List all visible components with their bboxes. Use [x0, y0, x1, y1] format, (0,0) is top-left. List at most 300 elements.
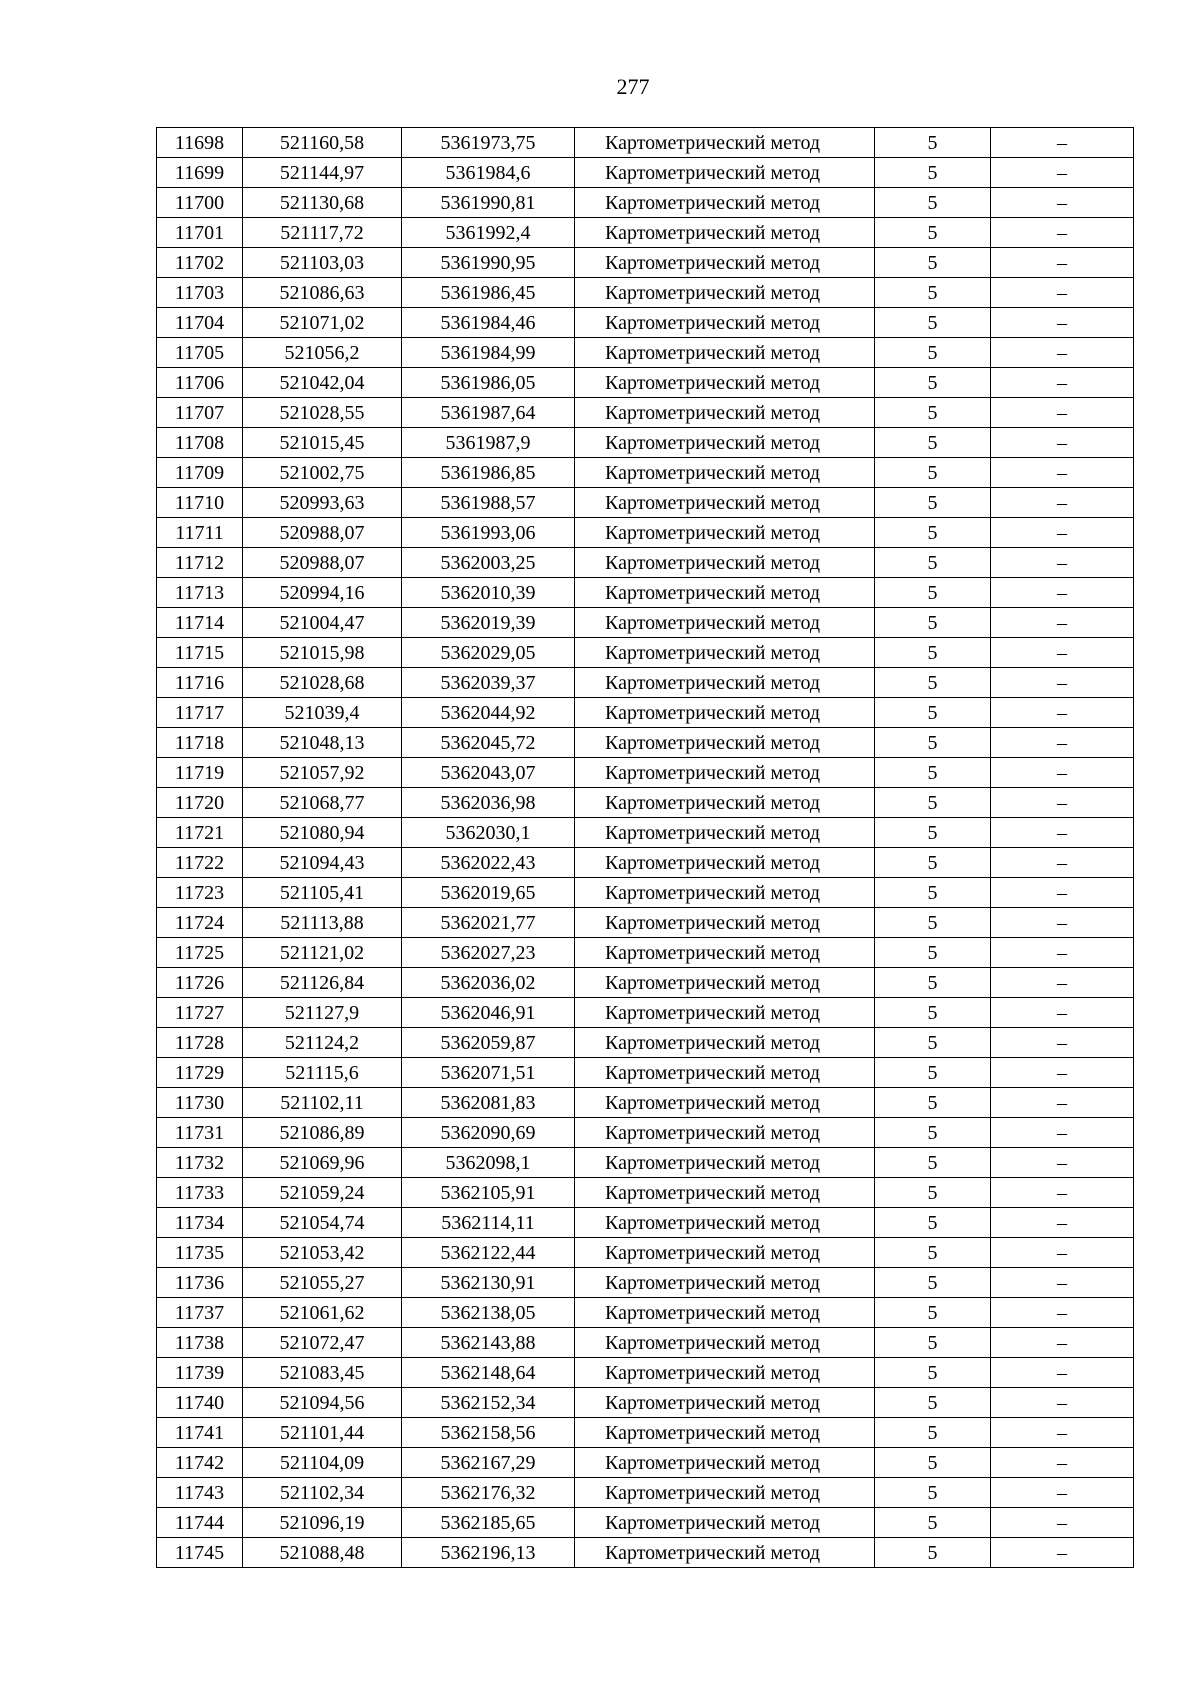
x-coordinate-cell: 521002,75: [243, 458, 402, 488]
method-cell: Картометрический метод: [575, 578, 875, 608]
table-row: [157, 698, 1134, 728]
description-cell: –: [991, 1058, 1134, 1088]
method-cell: Картометрический метод: [575, 1298, 875, 1328]
table-row: [157, 938, 1134, 968]
y-coordinate-cell: 5361990,81: [402, 188, 575, 218]
point-number-cell: 11699: [157, 158, 243, 188]
accuracy-cell: 5: [875, 128, 991, 158]
method-cell: Картометрический метод: [575, 188, 875, 218]
method-cell: Картометрический метод: [575, 668, 875, 698]
accuracy-cell: 5: [875, 158, 991, 188]
y-coordinate-cell: 5362045,72: [402, 728, 575, 758]
method-cell: Картометрический метод: [575, 1118, 875, 1148]
y-coordinate-cell: 5362027,23: [402, 938, 575, 968]
table-row: [157, 248, 1134, 278]
method-cell: Картометрический метод: [575, 698, 875, 728]
method-cell: Картометрический метод: [575, 1208, 875, 1238]
x-coordinate-cell: 521121,02: [243, 938, 402, 968]
accuracy-cell: 5: [875, 608, 991, 638]
x-coordinate-cell: 520993,63: [243, 488, 402, 518]
x-coordinate-cell: 521028,55: [243, 398, 402, 428]
y-coordinate-cell: 5362036,98: [402, 788, 575, 818]
method-cell: Картометрический метод: [575, 1028, 875, 1058]
x-coordinate-cell: 521048,13: [243, 728, 402, 758]
x-coordinate-cell: 521055,27: [243, 1268, 402, 1298]
point-number-cell: 11728: [157, 1028, 243, 1058]
x-coordinate-cell: 521015,98: [243, 638, 402, 668]
description-cell: –: [991, 488, 1134, 518]
table-row: [157, 1448, 1134, 1478]
y-coordinate-cell: 5361987,64: [402, 398, 575, 428]
point-number-cell: 11720: [157, 788, 243, 818]
method-cell: Картометрический метод: [575, 728, 875, 758]
description-cell: –: [991, 1088, 1134, 1118]
description-cell: –: [991, 1148, 1134, 1178]
table-row: [157, 728, 1134, 758]
accuracy-cell: 5: [875, 698, 991, 728]
accuracy-cell: 5: [875, 1448, 991, 1478]
x-coordinate-cell: 521104,09: [243, 1448, 402, 1478]
point-number-cell: 11729: [157, 1058, 243, 1088]
method-cell: Картометрический метод: [575, 158, 875, 188]
y-coordinate-cell: 5362152,34: [402, 1388, 575, 1418]
y-coordinate-cell: 5362143,88: [402, 1328, 575, 1358]
method-cell: Картометрический метод: [575, 788, 875, 818]
table-row: [157, 218, 1134, 248]
point-number-cell: 11742: [157, 1448, 243, 1478]
table-row: [157, 1208, 1134, 1238]
y-coordinate-cell: 5362098,1: [402, 1148, 575, 1178]
method-cell: Картометрический метод: [575, 278, 875, 308]
method-cell: Картометрический метод: [575, 1358, 875, 1388]
description-cell: –: [991, 668, 1134, 698]
point-number-cell: 11705: [157, 338, 243, 368]
description-cell: –: [991, 818, 1134, 848]
y-coordinate-cell: 5362043,07: [402, 758, 575, 788]
y-coordinate-cell: 5361986,05: [402, 368, 575, 398]
accuracy-cell: 5: [875, 428, 991, 458]
table-row: [157, 1058, 1134, 1088]
method-cell: Картометрический метод: [575, 1328, 875, 1358]
table-row: [157, 488, 1134, 518]
accuracy-cell: 5: [875, 758, 991, 788]
accuracy-cell: 5: [875, 818, 991, 848]
x-coordinate-cell: 521102,34: [243, 1478, 402, 1508]
point-number-cell: 11716: [157, 668, 243, 698]
description-cell: –: [991, 158, 1134, 188]
x-coordinate-cell: 521057,92: [243, 758, 402, 788]
x-coordinate-cell: 521042,04: [243, 368, 402, 398]
point-number-cell: 11737: [157, 1298, 243, 1328]
method-cell: Картометрический метод: [575, 908, 875, 938]
table-row: [157, 878, 1134, 908]
method-cell: Картометрический метод: [575, 518, 875, 548]
x-coordinate-cell: 520994,16: [243, 578, 402, 608]
x-coordinate-cell: 521102,11: [243, 1088, 402, 1118]
table-row: [157, 1418, 1134, 1448]
method-cell: Картометрический метод: [575, 1238, 875, 1268]
description-cell: –: [991, 1118, 1134, 1148]
description-cell: –: [991, 698, 1134, 728]
description-cell: –: [991, 1448, 1134, 1478]
table-row: [157, 578, 1134, 608]
point-number-cell: 11715: [157, 638, 243, 668]
x-coordinate-cell: 521124,2: [243, 1028, 402, 1058]
accuracy-cell: 5: [875, 788, 991, 818]
table-row: [157, 1298, 1134, 1328]
accuracy-cell: 5: [875, 488, 991, 518]
table-row: [157, 428, 1134, 458]
x-coordinate-cell: 521088,48: [243, 1538, 402, 1568]
y-coordinate-cell: 5361988,57: [402, 488, 575, 518]
y-coordinate-cell: 5362071,51: [402, 1058, 575, 1088]
point-number-cell: 11738: [157, 1328, 243, 1358]
y-coordinate-cell: 5361984,99: [402, 338, 575, 368]
description-cell: –: [991, 1358, 1134, 1388]
description-cell: –: [991, 188, 1134, 218]
point-number-cell: 11732: [157, 1148, 243, 1178]
accuracy-cell: 5: [875, 938, 991, 968]
table-row: [157, 158, 1134, 188]
description-cell: –: [991, 908, 1134, 938]
y-coordinate-cell: 5362130,91: [402, 1268, 575, 1298]
description-cell: –: [991, 1028, 1134, 1058]
x-coordinate-cell: 521094,56: [243, 1388, 402, 1418]
table-row: [157, 1538, 1134, 1568]
y-coordinate-cell: 5362021,77: [402, 908, 575, 938]
accuracy-cell: 5: [875, 878, 991, 908]
description-cell: –: [991, 548, 1134, 578]
description-cell: –: [991, 278, 1134, 308]
description-cell: –: [991, 1418, 1134, 1448]
point-number-cell: 11698: [157, 128, 243, 158]
y-coordinate-cell: 5361990,95: [402, 248, 575, 278]
x-coordinate-cell: 521072,47: [243, 1328, 402, 1358]
method-cell: Картометрический метод: [575, 1418, 875, 1448]
method-cell: Картометрический метод: [575, 938, 875, 968]
y-coordinate-cell: 5361986,45: [402, 278, 575, 308]
point-number-cell: 11725: [157, 938, 243, 968]
point-number-cell: 11735: [157, 1238, 243, 1268]
y-coordinate-cell: 5361992,4: [402, 218, 575, 248]
y-coordinate-cell: 5361986,85: [402, 458, 575, 488]
point-number-cell: 11719: [157, 758, 243, 788]
x-coordinate-cell: 521113,88: [243, 908, 402, 938]
y-coordinate-cell: 5362029,05: [402, 638, 575, 668]
x-coordinate-cell: 521103,03: [243, 248, 402, 278]
description-cell: –: [991, 398, 1134, 428]
x-coordinate-cell: 521053,42: [243, 1238, 402, 1268]
x-coordinate-cell: 521071,02: [243, 308, 402, 338]
point-number-cell: 11714: [157, 608, 243, 638]
method-cell: Картометрический метод: [575, 368, 875, 398]
method-cell: Картометрический метод: [575, 818, 875, 848]
accuracy-cell: 5: [875, 1208, 991, 1238]
point-number-cell: 11723: [157, 878, 243, 908]
point-number-cell: 11741: [157, 1418, 243, 1448]
description-cell: –: [991, 938, 1134, 968]
method-cell: Картометрический метод: [575, 878, 875, 908]
method-cell: Картометрический метод: [575, 638, 875, 668]
y-coordinate-cell: 5362105,91: [402, 1178, 575, 1208]
point-number-cell: 11739: [157, 1358, 243, 1388]
description-cell: –: [991, 308, 1134, 338]
description-cell: –: [991, 248, 1134, 278]
x-coordinate-cell: 521015,45: [243, 428, 402, 458]
table-row: [157, 338, 1134, 368]
table-row: [157, 308, 1134, 338]
table-row: [157, 548, 1134, 578]
point-number-cell: 11730: [157, 1088, 243, 1118]
y-coordinate-cell: 5362185,65: [402, 1508, 575, 1538]
y-coordinate-cell: 5362059,87: [402, 1028, 575, 1058]
description-cell: –: [991, 848, 1134, 878]
table-row: [157, 848, 1134, 878]
accuracy-cell: 5: [875, 1088, 991, 1118]
accuracy-cell: 5: [875, 578, 991, 608]
accuracy-cell: 5: [875, 458, 991, 488]
accuracy-cell: 5: [875, 398, 991, 428]
method-cell: Картометрический метод: [575, 1538, 875, 1568]
x-coordinate-cell: 521056,2: [243, 338, 402, 368]
y-coordinate-cell: 5362081,83: [402, 1088, 575, 1118]
x-coordinate-cell: 521061,62: [243, 1298, 402, 1328]
description-cell: –: [991, 638, 1134, 668]
x-coordinate-cell: 521115,6: [243, 1058, 402, 1088]
point-number-cell: 11708: [157, 428, 243, 458]
x-coordinate-cell: 521130,68: [243, 188, 402, 218]
accuracy-cell: 5: [875, 308, 991, 338]
description-cell: –: [991, 998, 1134, 1028]
point-number-cell: 11731: [157, 1118, 243, 1148]
method-cell: Картометрический метод: [575, 1058, 875, 1088]
description-cell: –: [991, 878, 1134, 908]
description-cell: –: [991, 1268, 1134, 1298]
coordinates-table: [156, 127, 1134, 1568]
accuracy-cell: 5: [875, 1538, 991, 1568]
table-row: [157, 1118, 1134, 1148]
accuracy-cell: 5: [875, 548, 991, 578]
x-coordinate-cell: 521160,58: [243, 128, 402, 158]
point-number-cell: 11745: [157, 1538, 243, 1568]
table-row: [157, 1178, 1134, 1208]
description-cell: –: [991, 1298, 1134, 1328]
accuracy-cell: 5: [875, 1508, 991, 1538]
x-coordinate-cell: 521117,72: [243, 218, 402, 248]
point-number-cell: 11702: [157, 248, 243, 278]
accuracy-cell: 5: [875, 368, 991, 398]
description-cell: –: [991, 1508, 1134, 1538]
method-cell: Картометрический метод: [575, 608, 875, 638]
y-coordinate-cell: 5362114,11: [402, 1208, 575, 1238]
method-cell: Картометрический метод: [575, 968, 875, 998]
table-row: [157, 1358, 1134, 1388]
accuracy-cell: 5: [875, 218, 991, 248]
table-row: [157, 1088, 1134, 1118]
point-number-cell: 11717: [157, 698, 243, 728]
y-coordinate-cell: 5362090,69: [402, 1118, 575, 1148]
accuracy-cell: 5: [875, 1478, 991, 1508]
y-coordinate-cell: 5362039,37: [402, 668, 575, 698]
y-coordinate-cell: 5362122,44: [402, 1238, 575, 1268]
accuracy-cell: 5: [875, 1028, 991, 1058]
y-coordinate-cell: 5362030,1: [402, 818, 575, 848]
description-cell: –: [991, 1328, 1134, 1358]
y-coordinate-cell: 5362138,05: [402, 1298, 575, 1328]
table-row: [157, 758, 1134, 788]
table-row: [157, 788, 1134, 818]
point-number-cell: 11712: [157, 548, 243, 578]
method-cell: Картометрический метод: [575, 998, 875, 1028]
x-coordinate-cell: 521101,44: [243, 1418, 402, 1448]
table-row: [157, 278, 1134, 308]
point-number-cell: 11743: [157, 1478, 243, 1508]
accuracy-cell: 5: [875, 338, 991, 368]
y-coordinate-cell: 5362010,39: [402, 578, 575, 608]
method-cell: Картометрический метод: [575, 1508, 875, 1538]
y-coordinate-cell: 5362158,56: [402, 1418, 575, 1448]
method-cell: Картометрический метод: [575, 1178, 875, 1208]
table-row: [157, 398, 1134, 428]
method-cell: Картометрический метод: [575, 548, 875, 578]
method-cell: Картометрический метод: [575, 1148, 875, 1178]
method-cell: Картометрический метод: [575, 1448, 875, 1478]
table-row: [157, 1508, 1134, 1538]
point-number-cell: 11711: [157, 518, 243, 548]
description-cell: –: [991, 338, 1134, 368]
x-coordinate-cell: 521054,74: [243, 1208, 402, 1238]
method-cell: Картометрический метод: [575, 248, 875, 278]
page-number: 277: [616, 74, 650, 99]
description-cell: –: [991, 968, 1134, 998]
description-cell: –: [991, 518, 1134, 548]
table-row: [157, 1238, 1134, 1268]
table-row: [157, 1328, 1134, 1358]
description-cell: –: [991, 1478, 1134, 1508]
x-coordinate-cell: 521039,4: [243, 698, 402, 728]
method-cell: Картометрический метод: [575, 1388, 875, 1418]
point-number-cell: 11734: [157, 1208, 243, 1238]
description-cell: –: [991, 1178, 1134, 1208]
method-cell: Картометрический метод: [575, 128, 875, 158]
accuracy-cell: 5: [875, 518, 991, 548]
method-cell: Картометрический метод: [575, 218, 875, 248]
x-coordinate-cell: 521144,97: [243, 158, 402, 188]
y-coordinate-cell: 5362022,43: [402, 848, 575, 878]
table-body: [157, 128, 1134, 1568]
table-row: [157, 128, 1134, 158]
table-row: [157, 818, 1134, 848]
method-cell: Картометрический метод: [575, 758, 875, 788]
point-number-cell: 11701: [157, 218, 243, 248]
description-cell: –: [991, 788, 1134, 818]
table-row: [157, 968, 1134, 998]
method-cell: Картометрический метод: [575, 428, 875, 458]
table-row: [157, 1148, 1134, 1178]
method-cell: Картометрический метод: [575, 1088, 875, 1118]
method-cell: Картометрический метод: [575, 308, 875, 338]
x-coordinate-cell: 520988,07: [243, 548, 402, 578]
y-coordinate-cell: 5362003,25: [402, 548, 575, 578]
y-coordinate-cell: 5362036,02: [402, 968, 575, 998]
accuracy-cell: 5: [875, 1238, 991, 1268]
point-number-cell: 11700: [157, 188, 243, 218]
point-number-cell: 11703: [157, 278, 243, 308]
description-cell: –: [991, 578, 1134, 608]
table-row: [157, 1388, 1134, 1418]
y-coordinate-cell: 5362046,91: [402, 998, 575, 1028]
description-cell: –: [991, 128, 1134, 158]
accuracy-cell: 5: [875, 848, 991, 878]
accuracy-cell: 5: [875, 1118, 991, 1148]
table-row: [157, 368, 1134, 398]
y-coordinate-cell: 5361984,46: [402, 308, 575, 338]
accuracy-cell: 5: [875, 248, 991, 278]
point-number-cell: 11733: [157, 1178, 243, 1208]
y-coordinate-cell: 5362019,65: [402, 878, 575, 908]
table-row: [157, 1268, 1134, 1298]
x-coordinate-cell: 521105,41: [243, 878, 402, 908]
point-number-cell: 11724: [157, 908, 243, 938]
description-cell: –: [991, 728, 1134, 758]
point-number-cell: 11721: [157, 818, 243, 848]
accuracy-cell: 5: [875, 1418, 991, 1448]
table-row: [157, 638, 1134, 668]
y-coordinate-cell: 5362196,13: [402, 1538, 575, 1568]
description-cell: –: [991, 608, 1134, 638]
table-row: [157, 668, 1134, 698]
x-coordinate-cell: 521086,63: [243, 278, 402, 308]
accuracy-cell: 5: [875, 1298, 991, 1328]
x-coordinate-cell: 521083,45: [243, 1358, 402, 1388]
description-cell: –: [991, 758, 1134, 788]
method-cell: Картометрический метод: [575, 1478, 875, 1508]
point-number-cell: 11707: [157, 398, 243, 428]
description-cell: –: [991, 1208, 1134, 1238]
x-coordinate-cell: 521094,43: [243, 848, 402, 878]
accuracy-cell: 5: [875, 1178, 991, 1208]
x-coordinate-cell: 521127,9: [243, 998, 402, 1028]
y-coordinate-cell: 5362019,39: [402, 608, 575, 638]
accuracy-cell: 5: [875, 668, 991, 698]
description-cell: –: [991, 428, 1134, 458]
y-coordinate-cell: 5361973,75: [402, 128, 575, 158]
y-coordinate-cell: 5361993,06: [402, 518, 575, 548]
description-cell: –: [991, 1388, 1134, 1418]
description-cell: –: [991, 1238, 1134, 1268]
point-number-cell: 11740: [157, 1388, 243, 1418]
table-row: [157, 608, 1134, 638]
method-cell: Картометрический метод: [575, 338, 875, 368]
point-number-cell: 11710: [157, 488, 243, 518]
x-coordinate-cell: 520988,07: [243, 518, 402, 548]
description-cell: –: [991, 368, 1134, 398]
point-number-cell: 11718: [157, 728, 243, 758]
table-row: [157, 908, 1134, 938]
point-number-cell: 11744: [157, 1508, 243, 1538]
method-cell: Картометрический метод: [575, 458, 875, 488]
point-number-cell: 11713: [157, 578, 243, 608]
accuracy-cell: 5: [875, 638, 991, 668]
x-coordinate-cell: 521086,89: [243, 1118, 402, 1148]
accuracy-cell: 5: [875, 908, 991, 938]
y-coordinate-cell: 5362167,29: [402, 1448, 575, 1478]
table-row: [157, 1478, 1134, 1508]
description-cell: –: [991, 218, 1134, 248]
x-coordinate-cell: 521080,94: [243, 818, 402, 848]
table-row: [157, 458, 1134, 488]
description-cell: –: [991, 458, 1134, 488]
